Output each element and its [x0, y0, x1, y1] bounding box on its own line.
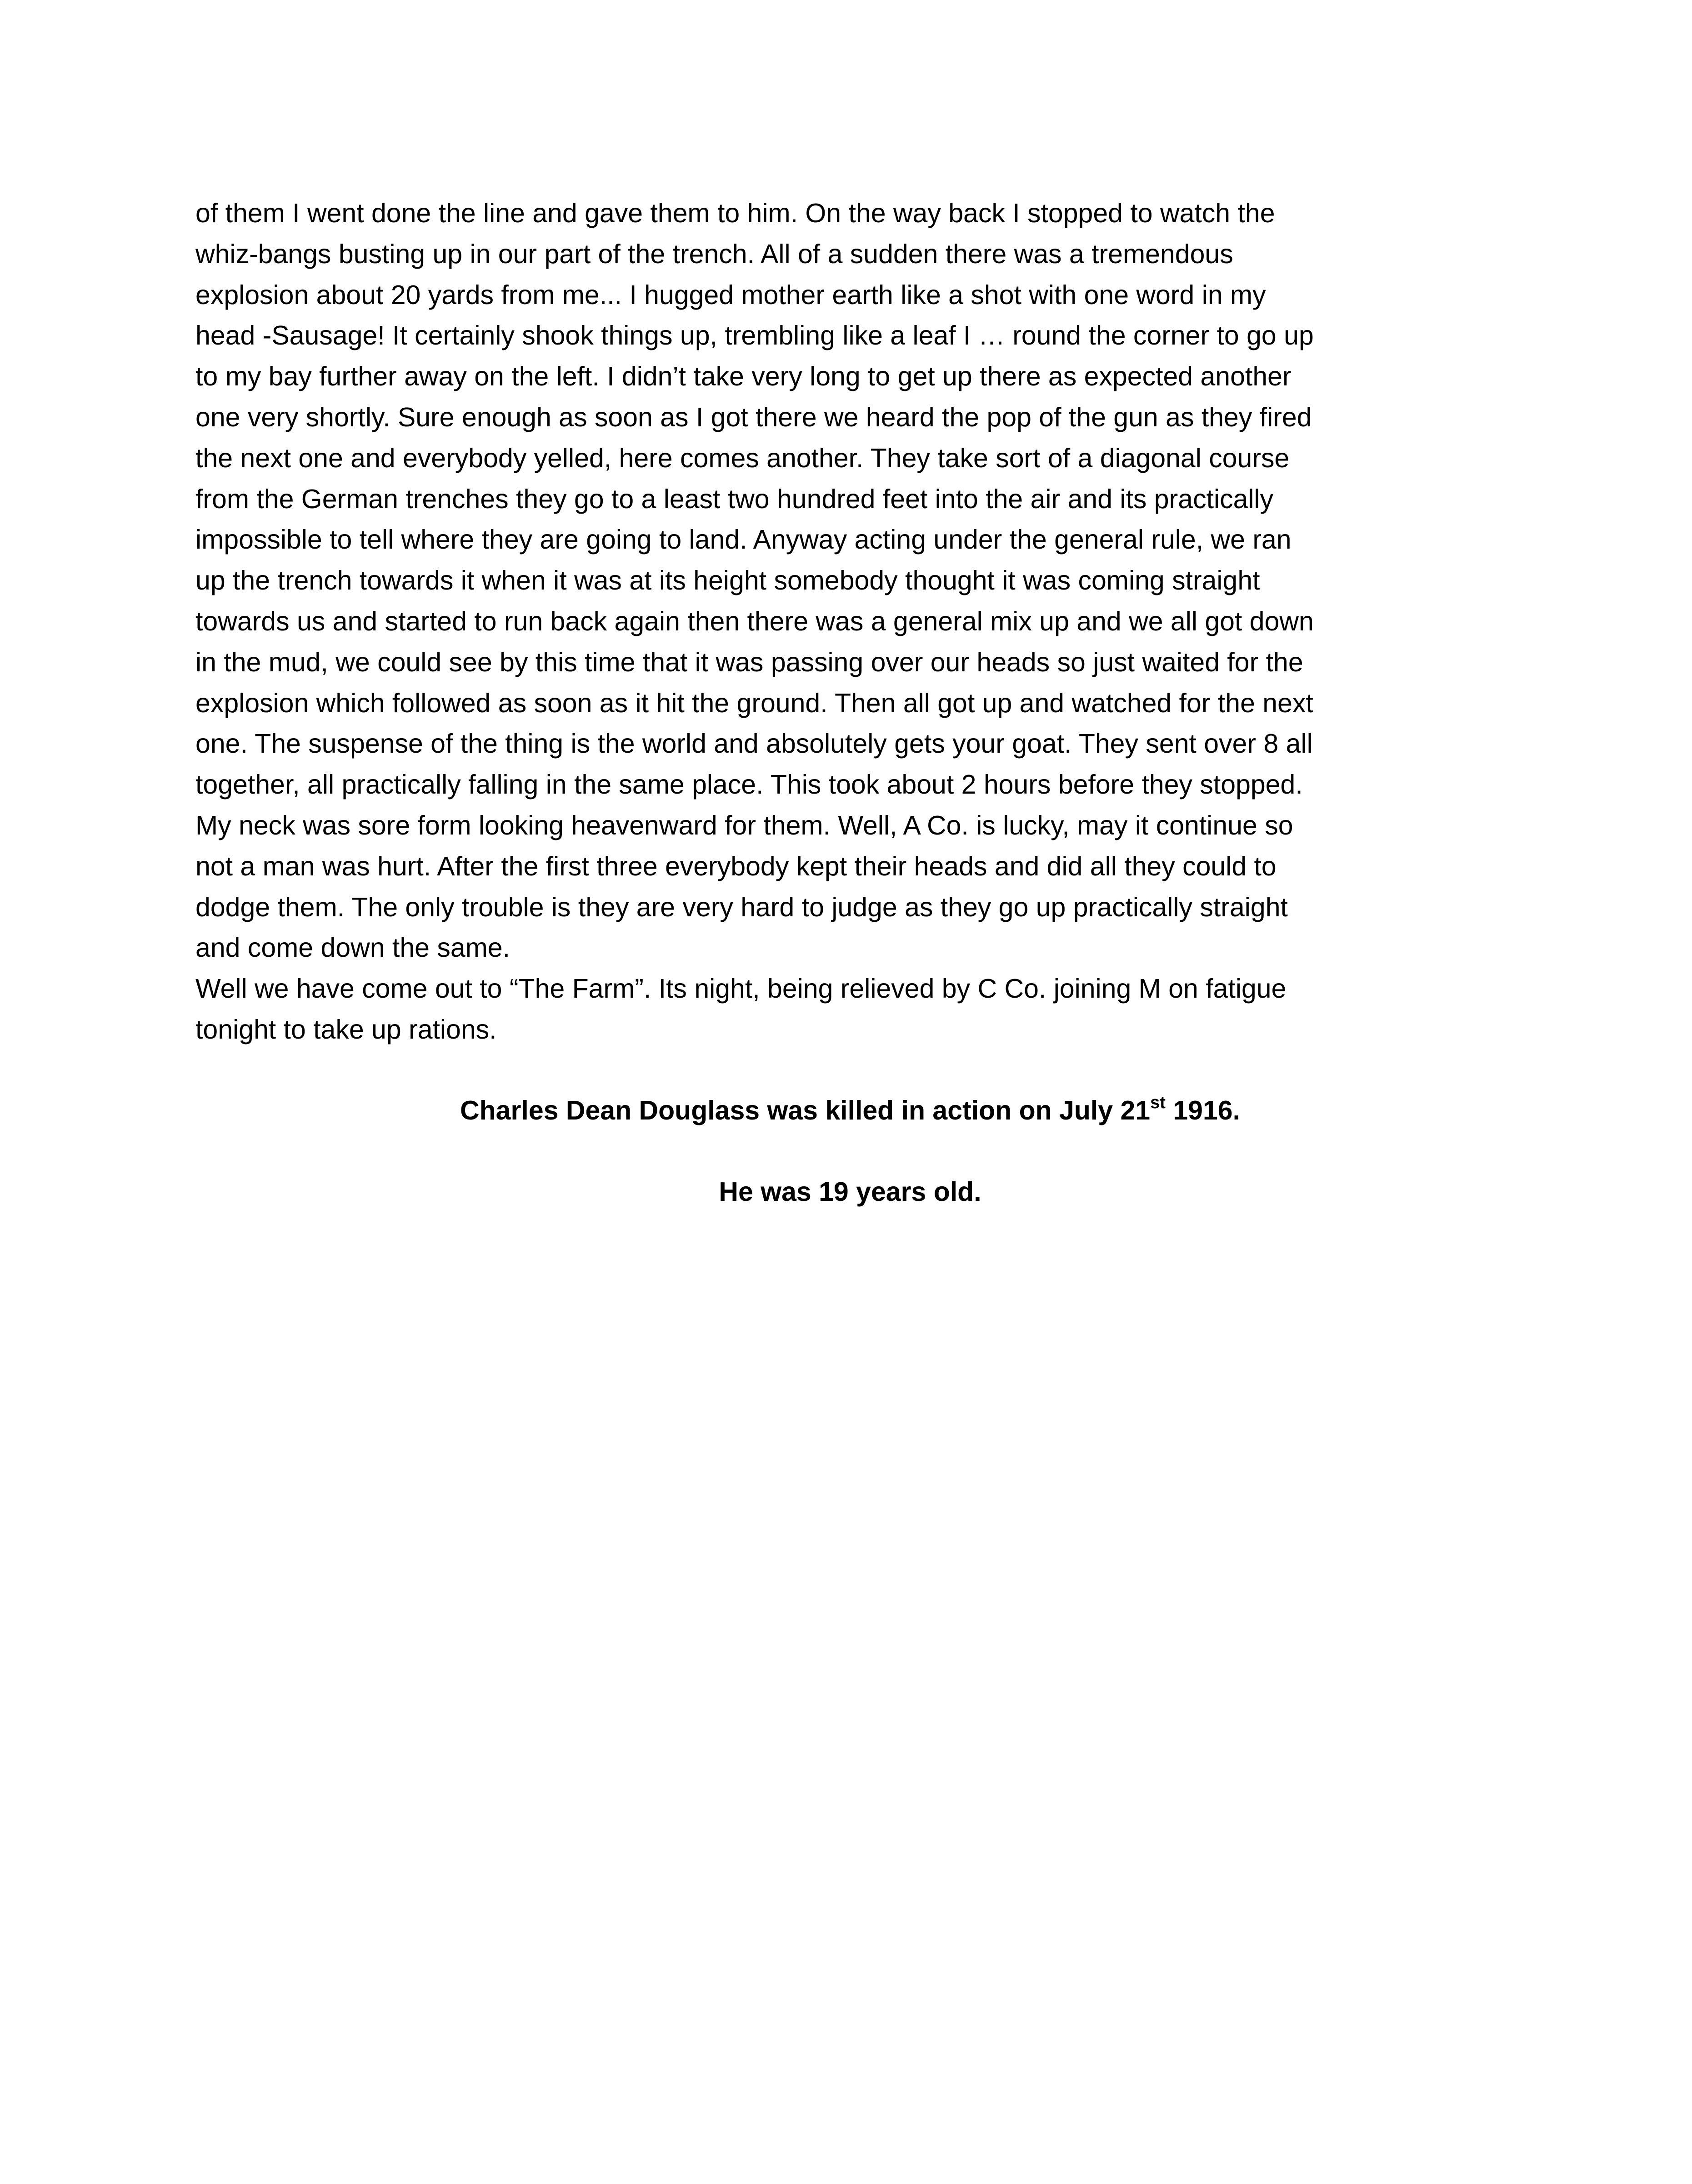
body-line: whiz-bangs busting up in our part of the trench. All of a sudden there was a tremendous [195, 239, 1233, 269]
body-line: the next one and everybody yelled, here comes another. They take sort of a diagonal course [195, 443, 1290, 473]
body-line: one. The suspense of the thing is the world and absolutely gets your goat. They sent over 8 all [195, 729, 1313, 759]
ordinal-suffix: st [1150, 1093, 1166, 1113]
body-line: not a man was hurt. After the first three everybody kept their heads and did all they could to [195, 851, 1277, 881]
body-line: towards us and started to run back again then there was a general mix up and we all got down [195, 606, 1314, 636]
body-line: explosion about 20 yards from me... I hugged mother earth like a shot with one word in my [195, 280, 1266, 310]
memorial-killed-text: Charles Dean Douglass was killed in action on July 21 [460, 1095, 1151, 1125]
body-line: of them I went done the line and gave them to him. On the way back I stopped to watch the [195, 198, 1275, 228]
body-line: up the trench towards it when it was at its height somebody thought it was coming straight [195, 565, 1260, 596]
body-line: explosion which followed as soon as it hit the ground. Then all got up and watched for the next [195, 688, 1313, 718]
memorial-killed-year: 1916. [1165, 1095, 1240, 1125]
body-line: dodge them. The only trouble is they are very hard to judge as they go up practically straight [195, 892, 1288, 922]
memorial-age-line: He was 19 years old. [719, 1177, 981, 1207]
body-text [195, 193, 1505, 1050]
body-line: impossible to tell where they are going to land. Anyway acting under the general rule, we ran [195, 525, 1292, 555]
body-line: Well we have come out to “The Farm”. Its night, being relieved by C Co. joining M on fatigue [195, 974, 1287, 1004]
memorial-killed-line [195, 1090, 1505, 1131]
body-line: one very shortly. Sure enough as soon as I got there we heard the pop of the gun as they fired [195, 402, 1312, 432]
body-line: My neck was sore form looking heavenward for them. Well, A Co. is lucky, may it continue so [195, 810, 1293, 840]
body-line: from the German trenches they go to a least two hundred feet into the air and its practically [195, 484, 1274, 514]
body-line: and come down the same. [195, 933, 511, 963]
body-line: in the mud, we could see by this time that it was passing over our heads so just waited for the [195, 647, 1303, 677]
body-line: tonight to take up rations. [195, 1014, 497, 1045]
body-line: head -Sausage! It certainly shook things up, trembling like a leaf I … round the corner to go up [195, 320, 1314, 351]
body-line: to my bay further away on the left. I didn’t take very long to get up there as expected another [195, 361, 1292, 392]
body-line: together, all practically falling in the same place. This took about 2 hours before they stopped. [195, 770, 1303, 800]
